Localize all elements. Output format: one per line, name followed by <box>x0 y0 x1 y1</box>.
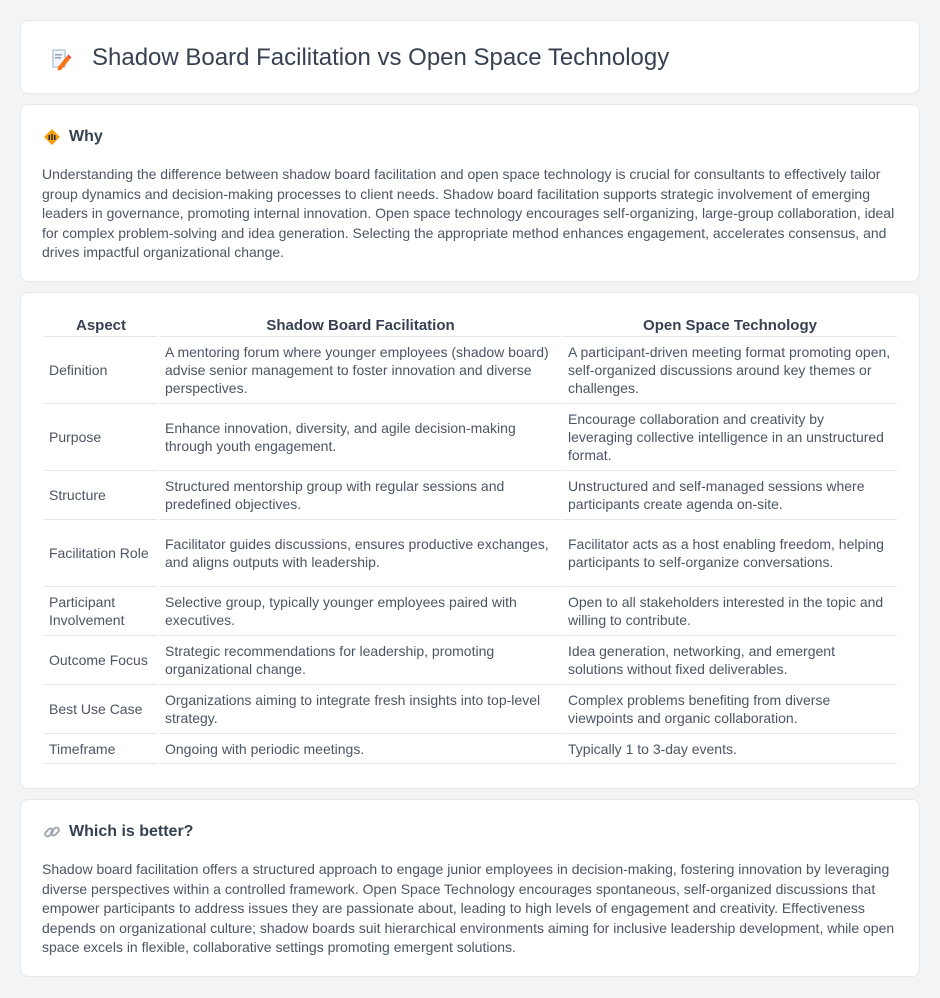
row-shadow-board: A mentoring forum where younger employees (shadow board) advise senior management to foster innovation and diverse perspectives. <box>160 337 561 404</box>
header-aspect: Aspect <box>44 315 158 337</box>
table-row <box>44 404 897 471</box>
why-heading: Why <box>69 128 103 145</box>
table-row <box>44 337 897 404</box>
row-open-space: Typically 1 to 3-day events. <box>563 734 897 764</box>
row-open-space: A participant-driven meeting format promoting open, self-organized discussions around key themes or challenges. <box>563 337 897 404</box>
row-shadow-board: Facilitator guides discussions, ensures productive exchanges, and aligns outputs with leadership. <box>160 520 561 587</box>
table-row <box>44 636 897 685</box>
row-aspect: Best Use Case <box>44 685 158 734</box>
table-row <box>44 587 897 636</box>
header-shadow-board: Shadow Board Facilitation <box>160 315 561 337</box>
row-shadow-board: Strategic recommendations for leadership, promoting organizational change. <box>160 636 561 685</box>
table-row <box>44 520 897 587</box>
row-open-space: Complex problems benefiting from diverse viewpoints and organic collaboration. <box>563 685 897 734</box>
document-pencil-icon <box>48 47 72 71</box>
row-aspect: Definition <box>44 337 158 404</box>
row-shadow-board: Ongoing with periodic meetings. <box>160 734 561 764</box>
comparison-card <box>20 292 920 789</box>
row-aspect: Structure <box>44 471 158 520</box>
better-header <box>43 822 193 842</box>
row-shadow-board: Selective group, typically younger employees paired with executives. <box>160 587 561 636</box>
better-heading: Which is better? <box>69 823 194 840</box>
row-open-space: Open to all stakeholders interested in the topic and willing to contribute. <box>563 587 897 636</box>
why-header <box>43 127 103 147</box>
row-open-space: Facilitator acts as a host enabling freedom, helping participants to self-organize conversations. <box>563 520 897 587</box>
table-row <box>44 734 897 764</box>
link-icon <box>43 823 61 841</box>
row-open-space: Encourage collaboration and creativity by leveraging collective intelligence in an unstructured format. <box>563 404 897 471</box>
why-card <box>20 104 920 282</box>
title-card <box>20 20 920 94</box>
better-body: Shadow board facilitation offers a structured approach to engage junior employees in decision-making, fostering innovation by leveraging diverse perspectives within a controlled framework. Open Space Technology encourages spontaneous, self-organized discussions that empower participants to address issues they are passionate about, leading to high levels of engagement and creativity. Effectiveness depends on organizational culture; shadow boards suit hierarchical environments aiming for inclusive leadership development, while open space excels in flexible, collaborative settings promoting emergent solutions. <box>42 861 895 956</box>
warning-icon <box>43 128 61 146</box>
row-open-space: Idea generation, networking, and emergent solutions without fixed deliverables. <box>563 636 897 685</box>
table-row <box>44 471 897 520</box>
row-aspect: Purpose <box>44 404 158 471</box>
row-aspect: Participant Involvement <box>44 587 158 636</box>
header-open-space: Open Space Technology <box>563 315 897 337</box>
why-body: Understanding the difference between shadow board facilitation and open space technology is crucial for consultants to effectively tailor group dynamics and decision-making processes to client needs. Shadow board facilitation supports strategic involvement of emerging leaders in governance, promoting internal innovation. Open space technology encourages self-organizing, large-group collaboration, ideal for complex problem-solving and idea generation. Selecting the appropriate method enhances engagement, accelerates consensus, and drives impactful organizational change. <box>42 166 895 261</box>
comparison-table <box>42 315 899 764</box>
row-aspect: Facilitation Role <box>44 520 158 587</box>
row-shadow-board: Organizations aiming to integrate fresh insights into top-level strategy. <box>160 685 561 734</box>
row-aspect: Outcome Focus <box>44 636 158 685</box>
row-open-space: Unstructured and self-managed sessions where participants create agenda on-site. <box>563 471 897 520</box>
table-row <box>44 685 897 734</box>
row-shadow-board: Enhance innovation, diversity, and agile decision-making through youth engagement. <box>160 404 561 471</box>
table-header-row <box>44 315 897 337</box>
row-shadow-board: Structured mentorship group with regular sessions and predefined objectives. <box>160 471 561 520</box>
page-title: Shadow Board Facilitation vs Open Space Technology <box>92 44 670 71</box>
which-better-card <box>20 799 920 977</box>
row-aspect: Timeframe <box>44 734 158 764</box>
